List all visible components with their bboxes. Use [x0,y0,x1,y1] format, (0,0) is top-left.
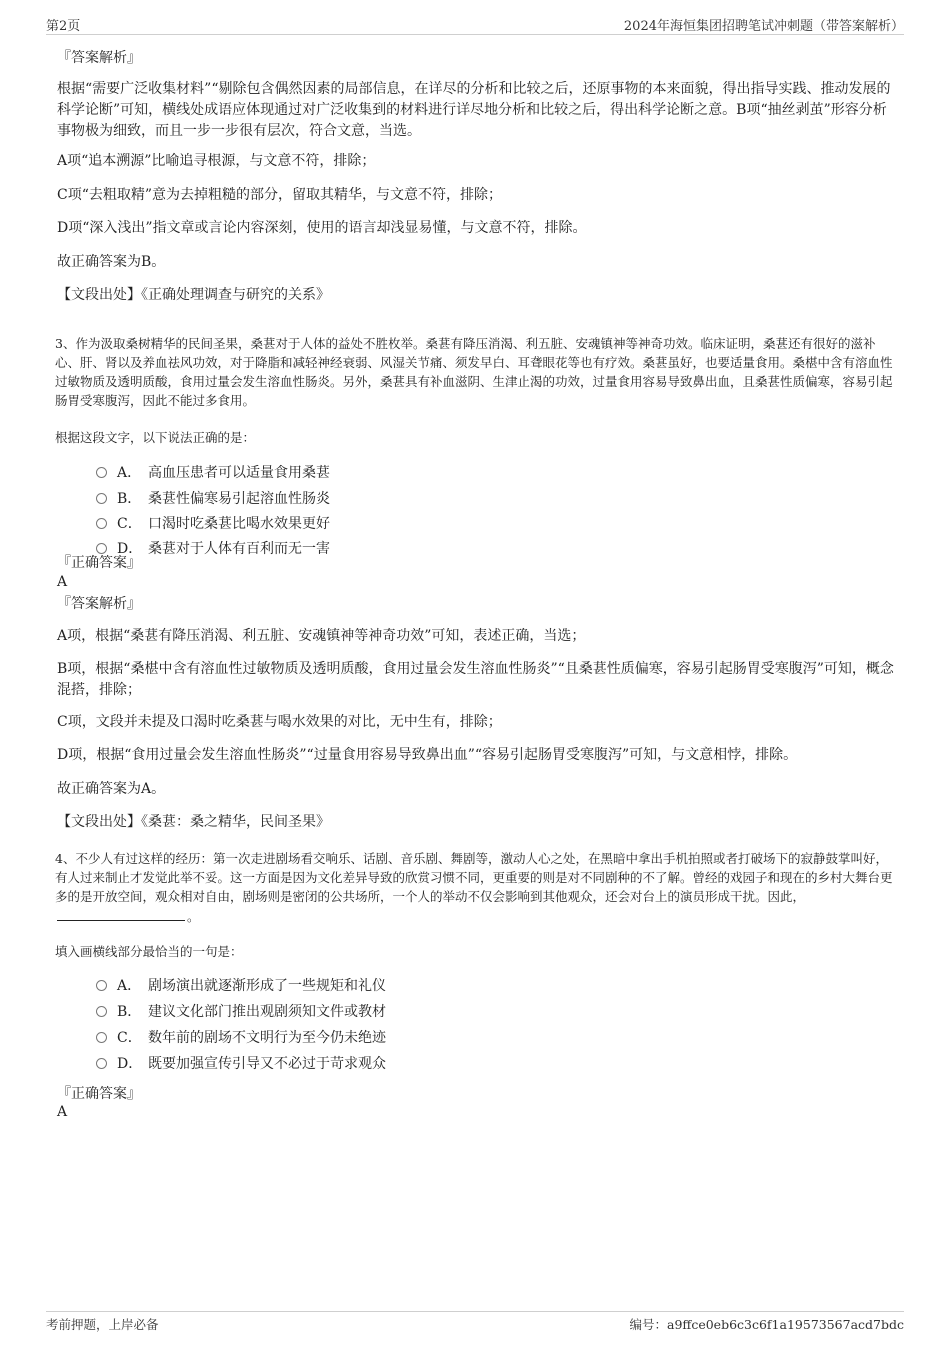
radio-icon[interactable] [96,980,107,991]
radio-icon[interactable] [96,1032,107,1043]
q4-answer-label: 『正确答案』 [57,1086,141,1102]
q3-analysis-option-a: A项，根据“桑葚有降压消渴、利五脏、安魂镇神等神奇功效”可知，表述正确，当选； [57,628,586,644]
radio-icon[interactable] [96,518,107,529]
radio-icon[interactable] [96,1006,107,1017]
radio-icon[interactable] [96,543,107,554]
q2-analysis-option-d: D项“深入浅出”指文章或言论内容深刻，使用的语言却浅显易懂，与文意不符，排除。 [57,220,587,236]
radio-icon[interactable] [96,467,107,478]
q3-analysis-option-c: C项，文段并未提及口渴时吃桑葚与喝水效果的对比，无中生有，排除； [57,714,502,730]
q3-source: 【文段出处】《桑葚：桑之精华，民间圣果》 [57,814,330,830]
q3-analysis-label: 『答案解析』 [57,596,141,612]
radio-icon[interactable] [96,493,107,504]
document-code: 编号：a9ffce0eb6c3c6f1a19573567acd7bdc [629,1317,904,1332]
q3-conclusion: 故正确答案为A。 [57,781,166,797]
page-header [46,14,904,35]
page-number: 第2页 [46,19,81,34]
q3-analysis-option-d: D项，根据“食用过量会发生溶血性肠炎”“过量食用容易导致鼻出血”“容易引起肠胃受寒腹泻”可知，与文意相悖，排除。 [57,747,798,763]
q2-conclusion: 故正确答案为B。 [57,254,166,270]
q3-option-a[interactable]: A． 高血压患者可以适量食用桑葚 [96,462,330,484]
q4-option-a[interactable]: A． 剧场演出就逐渐形成了一些规矩和礼仪 [96,975,386,997]
q2-analysis-label: 『答案解析』 [57,50,141,66]
fill-in-blank [57,906,185,921]
q3-option-c[interactable]: C． 口渴时吃桑葚比喝水效果更好 [96,513,330,535]
q3-prompt: 根据这段文字，以下说法正确的是： [55,430,256,445]
q3-option-d[interactable]: D． 桑葚对于人体有百利而无一害 [96,538,330,560]
page-footer [46,1311,904,1336]
radio-icon[interactable] [96,1058,107,1069]
q2-source: 【文段出处】《正确处理调查与研究的关系》 [57,287,330,303]
q3-answer-label: 『正确答案』 [57,555,141,571]
q4-option-d[interactable]: D． 既要加强宣传引导又不必过于苛求观众 [96,1053,386,1075]
q3-answer: A [57,574,68,590]
q4-stem: 4、不少人有过这样的经历：第一次走进剧场看交响乐、话剧、音乐剧、舞剧等，激动人心之处，在黑暗中拿出手机拍照或者打破场下的寂静鼓掌叫好，有人过来制止才发觉此举不妥。这一方面是因为文化差异导致的欣赏习惯不同，更重要的则是对不同剧种的不了解。曾经的戏园子和现在的乡村大舞台更多的是开放空间，观众相对自由，剧场则是密闭的公共场所，一个人的举动不仅会影响到其他观众，还会对台上的演员形成干扰。因此，。 [55,851,893,924]
q3-stem: 3、作为汲取桑树精华的民间圣果，桑葚对于人体的益处不胜枚举。桑葚有降压消渴、利五脏、安魂镇神等神奇功效。临床证明，桑葚还有很好的滋补心、肝、肾以及养血祛风功效，对于降脂和减轻神经衰弱、风湿关节痛、须发早白、耳聋眼花等也有疗效。桑葚虽好，也要适量食用。桑椹中含有溶血性过敏物质及透明质酸，食用过量会发生溶血性肠炎。另外，桑葚具有补血滋阴、生津止渴的功效，过量食用容易导致鼻出血，且桑葚性质偏寒，容易引起肠胃受寒腹泻，因此不能过多食用。 [55,336,893,408]
q4-answer: A [57,1104,68,1120]
q2-analysis-option-a: A项“追本溯源”比喻追寻根源，与文意不符，排除； [57,153,376,169]
q3-option-b[interactable]: B． 桑葚性偏寒易引起溶血性肠炎 [96,488,330,510]
footer-slogan: 考前押题，上岸必备 [46,1317,159,1332]
q2-analysis-option-c: C项“去粗取精”意为去掉粗糙的部分，留取其精华，与文意不符，排除； [57,187,503,203]
q4-option-b[interactable]: B． 建议文化部门推出观剧须知文件或教材 [96,1001,386,1023]
q2-analysis-paragraph: 根据“需要广泛收集材料”“剔除包含偶然因素的局部信息，在详尽的分析和比较之后，还原事物的本来面貌，得出指导实践、推动发展的科学论断”可知，横线处成语应体现通过对广泛收集到的材料进行详尽地分析和比较之后，得出科学论断之意。B项“抽丝剥茧”形容分析事物极为细致，而且一步一步很有层次，符合文意，当选。 [57,81,891,139]
q4-option-c[interactable]: C． 数年前的剧场不文明行为至今仍未绝迹 [96,1027,386,1049]
q4-prompt: 填入画横线部分最恰当的一句是： [55,944,243,959]
q3-analysis-option-b: B项，根据“桑椹中含有溶血性过敏物质及透明质酸，食用过量会发生溶血性肠炎”“且桑葚性质偏寒，容易引起肠胃受寒腹泻”可知，概念混搭，排除； [57,661,894,698]
document-title: 2024年海恒集团招聘笔试冲刺题（带答案解析） [623,19,904,34]
